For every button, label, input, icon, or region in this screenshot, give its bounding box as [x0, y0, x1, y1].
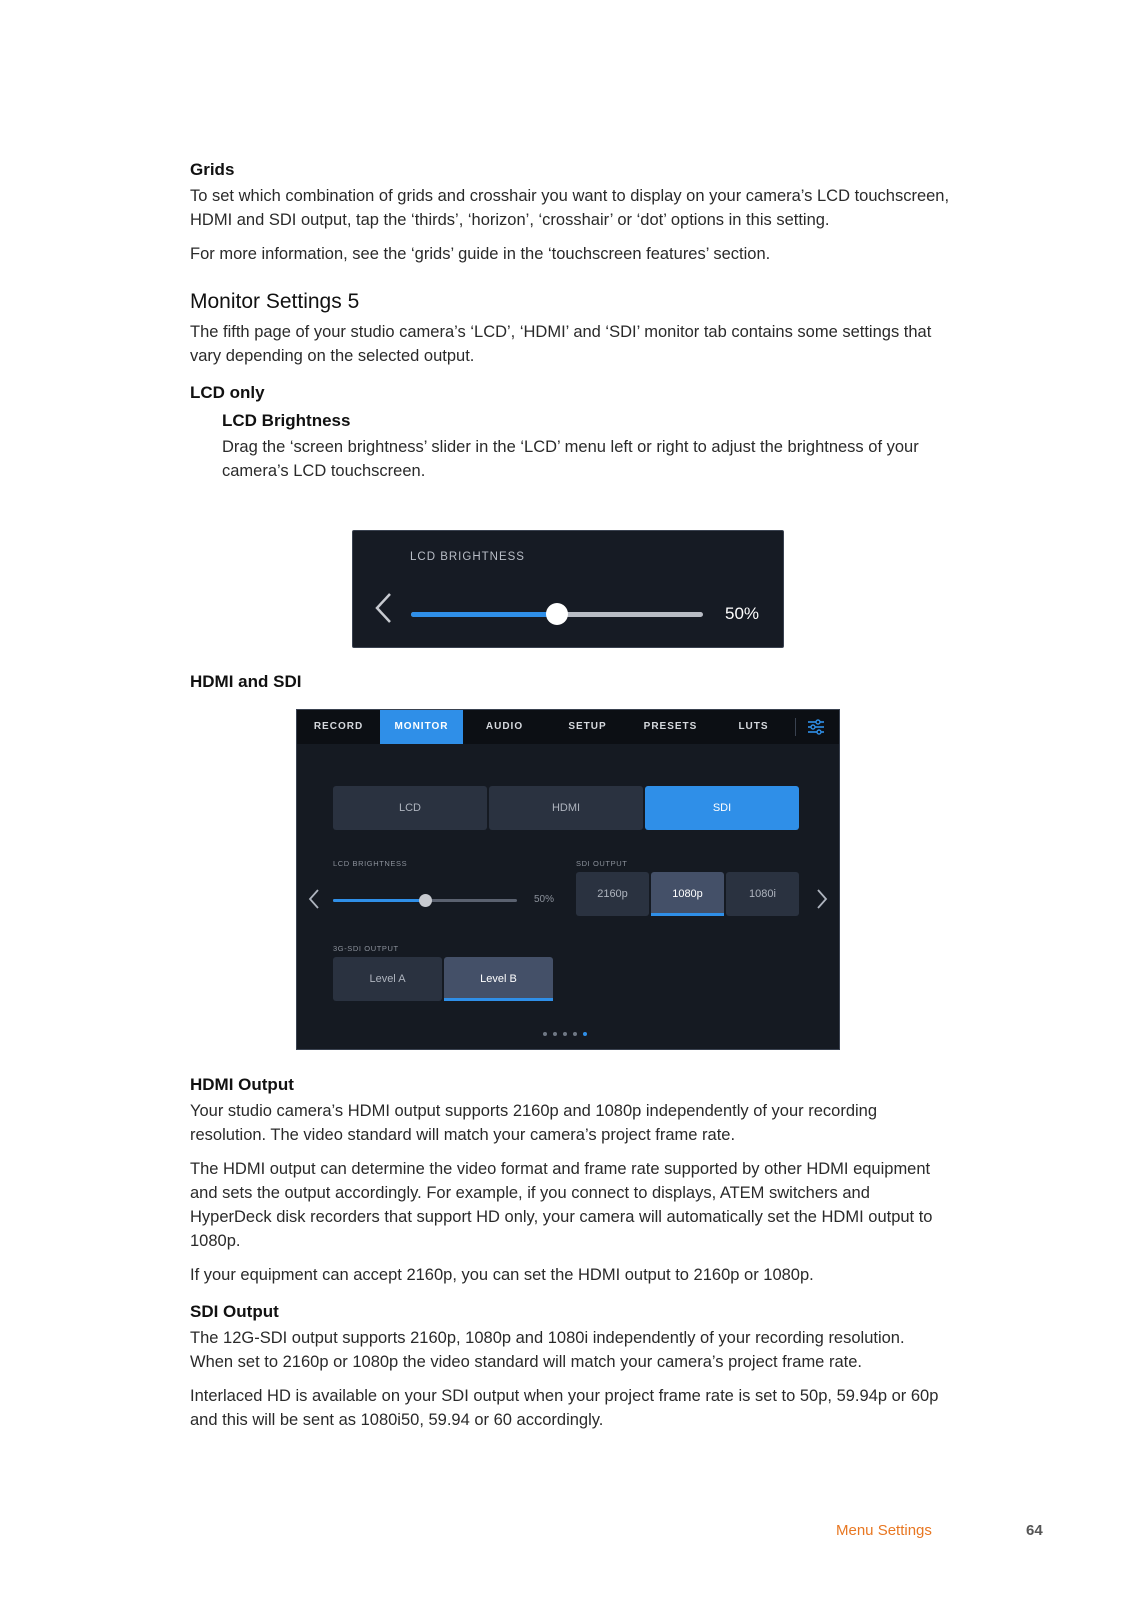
output-selector — [333, 786, 799, 830]
hdmi-output-paragraph-1: Your studio camera’s HDMI output supports 2160p and 1080p independently of your recording resolution. The video standard will match your camera’s project frame rate. — [190, 1102, 878, 1144]
page-content-lower — [190, 1074, 950, 1442]
output-sdi-button[interactable]: SDI — [645, 786, 799, 830]
page-dot[interactable] — [553, 1032, 557, 1036]
level-b-button[interactable] — [444, 957, 553, 1001]
sdi-1080i-button[interactable] — [726, 872, 799, 916]
tab-luts[interactable]: LUTS — [738, 721, 769, 732]
footer-page-number: 64 — [1026, 1522, 1043, 1539]
level-b-label: Level B — [480, 973, 517, 985]
hdmi-output-paragraph-2: The HDMI output can determine the video format and frame rate supported by other HDMI equipment and sets the output accordingly. For example, if you connect to displays, ATEM switchers and HyperDeck disk recorders that support HD only, your camera will automatically set the HDMI output to 1080p. — [190, 1160, 933, 1250]
monitor-menu-screen — [296, 709, 840, 1050]
selected-underline — [444, 998, 553, 1001]
sdi-output-label: SDI OUTPUT — [576, 859, 628, 868]
lcd-only-heading: LCD only — [190, 383, 265, 402]
sdi-output-paragraph-1: The 12G-SDI output supports 2160p, 1080p and 1080i independently of your recording resolution. When set to 2160p or 1080p the video standard will match your camera’s project frame rate. — [190, 1329, 905, 1371]
settings-sliders-icon[interactable] — [807, 718, 825, 736]
lcd-brightness-panel — [352, 530, 784, 648]
tab-monitor[interactable]: MONITOR — [380, 710, 463, 744]
sdi-output-paragraph-2: Interlaced HD is available on your SDI output when your project frame rate is set to 50p, 59.94p or 60p and this will be sent as 1080i50, 59.94 or 60 accordingly. — [190, 1387, 939, 1429]
hdmi-output-heading: HDMI Output — [190, 1075, 294, 1094]
level-a-label: Level A — [369, 973, 406, 985]
page-dot[interactable] — [573, 1032, 577, 1036]
sdi-1080p-button[interactable] — [651, 872, 724, 916]
tab-divider — [795, 718, 796, 736]
lcd-brightness-title: LCD BRIGHTNESS — [410, 551, 525, 563]
grids-paragraph-2: For more information, see the ‘grids’ guide in the ‘touchscreen features’ section. — [190, 245, 771, 263]
monitor-settings-5-heading: Monitor Settings 5 — [190, 290, 360, 313]
level-a-button[interactable] — [333, 957, 442, 1001]
mini-brightness-value: 50% — [534, 894, 555, 905]
hdmi-output-paragraph-3: If your equipment can accept 2160p, you can set the HDMI output to 2160p or 1080p. — [190, 1266, 814, 1284]
page-dot[interactable] — [543, 1032, 547, 1036]
brightness-slider-fill — [411, 612, 557, 617]
brightness-slider-handle[interactable] — [546, 603, 568, 625]
page-dot-active[interactable] — [583, 1032, 587, 1036]
3g-sdi-output-selector — [333, 957, 553, 1001]
page-dot[interactable] — [563, 1032, 567, 1036]
sdi-1080i-label: 1080i — [749, 888, 776, 900]
page-content — [190, 159, 950, 493]
tab-record[interactable]: RECORD — [313, 721, 364, 732]
sdi-2160p-label: 2160p — [597, 888, 628, 900]
sdi-output-heading: SDI Output — [190, 1302, 279, 1321]
mini-lcd-brightness-label: LCD BRIGHTNESS — [333, 859, 408, 868]
sdi-1080p-label: 1080p — [672, 888, 703, 900]
tab-audio[interactable]: AUDIO — [485, 721, 524, 732]
sdi-output-selector — [576, 872, 799, 916]
page-indicator — [543, 1032, 587, 1036]
grids-paragraph-1: To set which combination of grids and crosshair you want to display on your camera’s LCD touchscreen, HDMI and SDI output, tap the ‘thirds’, ‘horizon’, ‘crosshair’ or ‘dot’ options in this setting. — [190, 187, 950, 229]
footer-section-title: Menu Settings — [836, 1522, 932, 1539]
menu-tab-bar — [297, 710, 839, 744]
output-lcd-button[interactable]: LCD — [333, 786, 487, 830]
chevron-right-icon[interactable] — [815, 887, 829, 911]
mini-brightness-slider-fill — [333, 899, 425, 902]
brightness-slider[interactable] — [411, 612, 703, 617]
brightness-value: 50% — [725, 604, 760, 623]
mini-brightness-slider[interactable] — [333, 899, 517, 902]
grids-heading: Grids — [190, 160, 235, 179]
tab-presets[interactable]: PRESETS — [643, 721, 698, 732]
tab-setup[interactable]: SETUP — [568, 721, 607, 732]
hdmi-and-sdi-heading: HDMI and SDI — [190, 672, 302, 691]
lcd-brightness-heading: LCD Brightness — [222, 411, 351, 430]
sdi-2160p-button[interactable] — [576, 872, 649, 916]
lcd-brightness-paragraph: Drag the ‘screen brightness’ slider in the ‘LCD’ menu left or right to adjust the brightness of your camera’s LCD touchscreen. — [222, 438, 919, 480]
mini-brightness-slider-handle[interactable] — [419, 894, 432, 907]
output-hdmi-button[interactable]: HDMI — [489, 786, 643, 830]
chevron-left-icon[interactable] — [373, 591, 395, 625]
3g-sdi-output-label: 3G-SDI OUTPUT — [333, 944, 399, 953]
chevron-left-icon[interactable] — [307, 887, 321, 911]
selected-underline — [651, 913, 724, 916]
monitor-settings-5-paragraph: The fifth page of your studio camera’s ‘LCD’, ‘HDMI’ and ‘SDI’ monitor tab contains some settings that vary depending on the selected output. — [190, 323, 932, 365]
